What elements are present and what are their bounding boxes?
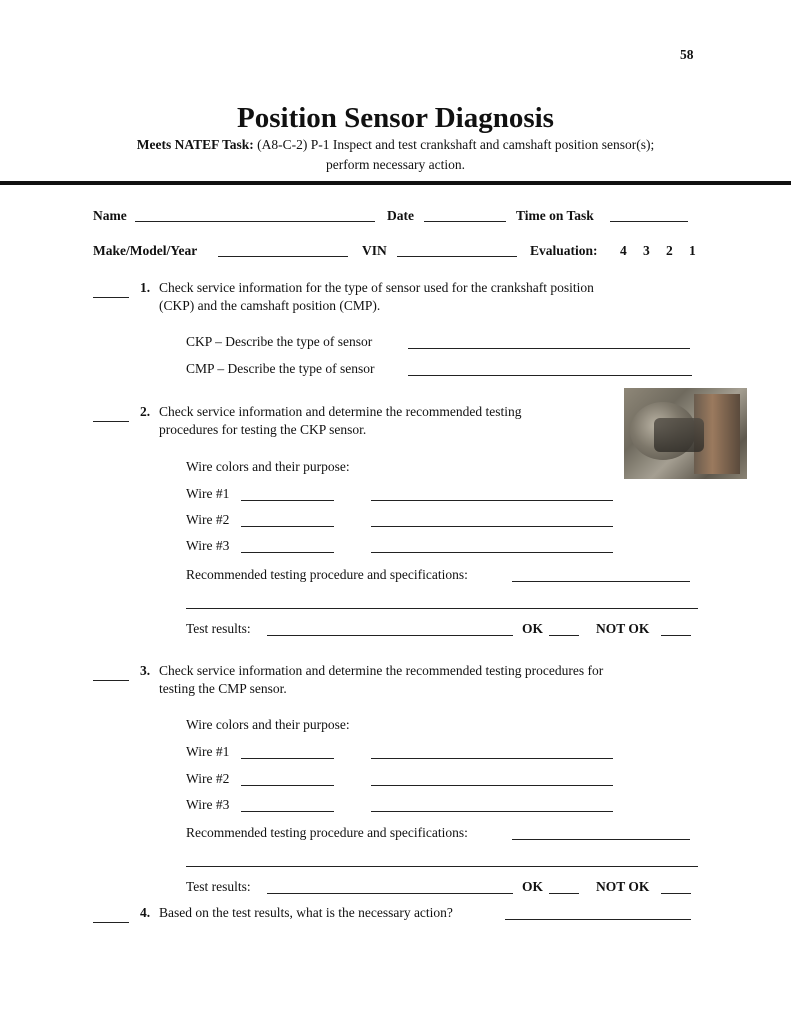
item-3-number: 3. [140,663,151,678]
time-on-task-label: Time on Task [516,208,594,223]
item-2-wire-colors-label: Wire colors and their purpose: [186,459,350,474]
evaluation-score-1[interactable]: 1 [689,243,696,258]
item-2-number: 2. [140,404,151,419]
item-3-recommended-field[interactable] [512,823,690,840]
item-4-number: 4. [140,905,151,920]
item-2-not-ok-field[interactable] [661,619,691,636]
item-3-checkbox[interactable] [93,664,129,681]
natef-task [0,136,791,154]
item-1-number: 1. [140,280,151,295]
item-2-wire-2-color-field[interactable] [241,510,334,527]
vin-label: VIN [362,243,387,258]
item-3-ok-field[interactable] [549,877,579,894]
item-1-checkbox[interactable] [93,281,129,298]
item-2-checkbox[interactable] [93,405,129,422]
item-2-wire-1-color-field[interactable] [241,484,334,501]
page-number: 58 [680,47,694,62]
item-3-ok-label: OK [522,879,544,894]
evaluation-score-4[interactable]: 4 [620,243,627,258]
item-3-recommended-label: Recommended testing procedure and specifications: [186,825,468,840]
item-2-wire-2-purpose-field[interactable] [371,510,613,527]
item-2-test-results-field[interactable] [267,619,513,636]
item-2-not-ok-label: NOT OK [596,621,650,636]
item-2-recommended-field-line-2[interactable] [186,592,698,609]
item-3-recommended-field-line-2[interactable] [186,850,698,867]
item-2-wire-1-label: Wire #1 [186,486,230,501]
make-model-year-field[interactable] [218,240,348,257]
evaluation-label: Evaluation: [530,243,598,258]
item-3-wire-1-purpose-field[interactable] [371,742,613,759]
item-4-text: Based on the test results, what is the necessary action? [159,905,453,920]
item-2-wire-3-label: Wire #3 [186,538,230,553]
natef-label: Meets NATEF Task: [136,137,254,152]
item-2-text-continued: procedures for testing the CKP sensor. [159,422,367,437]
item-3-not-ok-field[interactable] [661,877,691,894]
item-2-text: Check service information and determine the recommended testing [159,404,522,419]
item-2-test-results-label: Test results: [186,621,251,636]
item-2-wire-1-purpose-field[interactable] [371,484,613,501]
name-field[interactable] [135,205,375,222]
item-2-wire-3-purpose-field[interactable] [371,536,613,553]
item-3-wire-1-color-field[interactable] [241,742,334,759]
time-on-task-field[interactable] [610,205,688,222]
header-divider [0,181,791,185]
item-3-wire-3-purpose-field[interactable] [371,795,613,812]
item-3-wire-2-purpose-field[interactable] [371,769,613,786]
item-3-test-results-field[interactable] [267,877,513,894]
item-2-recommended-field[interactable] [512,565,690,582]
natef-text: (A8-C-2) P-1 Inspect and test crankshaft and camshaft position sensor(s); [257,137,655,152]
item-2-ok-label: OK [522,621,544,636]
vin-field[interactable] [397,240,517,257]
item-2-wire-2-label: Wire #2 [186,512,230,527]
item-2-wire-3-color-field[interactable] [241,536,334,553]
make-model-year-label: Make/Model/Year [93,243,198,258]
item-3-wire-2-label: Wire #2 [186,771,230,786]
natef-text-continued: perform necessary action. [325,157,466,172]
item-3-wire-1-label: Wire #1 [186,744,230,759]
page-title: Position Sensor Diagnosis [237,102,554,134]
ckp-label: CKP – Describe the type of sensor [186,334,373,349]
item-1-text: Check service information for the type of sensor used for the crankshaft position [159,280,594,295]
date-label: Date [387,208,414,223]
date-field[interactable] [424,205,506,222]
cmp-label: CMP – Describe the type of sensor [186,361,375,376]
item-3-text: Check service information and determine the recommended testing procedures for [159,663,604,678]
item-3-wire-3-label: Wire #3 [186,797,230,812]
item-2-recommended-label: Recommended testing procedure and specifications: [186,567,468,582]
item-3-wire-2-color-field[interactable] [241,769,334,786]
item-4-action-field[interactable] [505,903,691,920]
item-1-text-continued: (CKP) and the camshaft position (CMP). [159,298,381,313]
crankshaft-sensor-photo [624,388,747,479]
item-3-not-ok-label: NOT OK [596,879,650,894]
item-3-text-continued: testing the CMP sensor. [159,681,287,696]
evaluation-score-3[interactable]: 3 [643,243,650,258]
item-2-ok-field[interactable] [549,619,579,636]
ckp-field[interactable] [408,332,690,349]
evaluation-score-2[interactable]: 2 [666,243,673,258]
item-4-checkbox[interactable] [93,906,129,923]
cmp-field[interactable] [408,359,692,376]
name-label: Name [93,208,127,223]
item-3-wire-3-color-field[interactable] [241,795,334,812]
item-3-test-results-label: Test results: [186,879,251,894]
item-3-wire-colors-label: Wire colors and their purpose: [186,717,350,732]
